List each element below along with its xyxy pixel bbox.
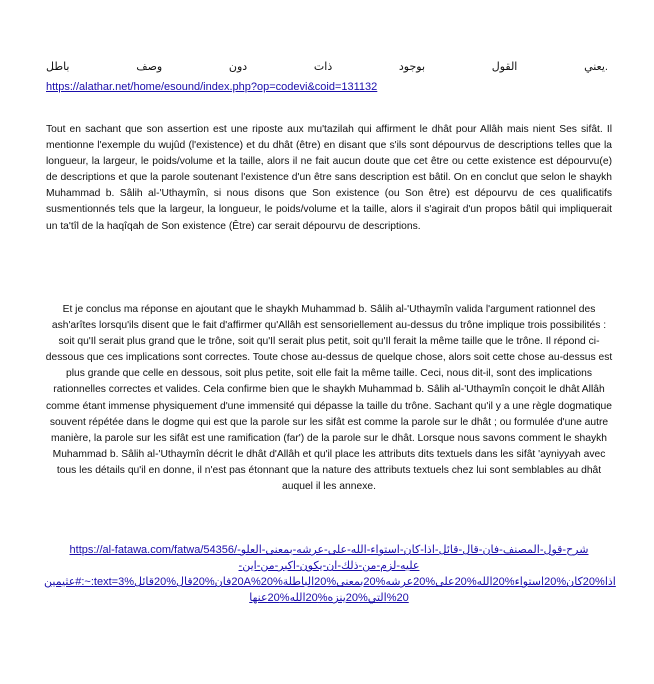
arabic-word: باطل xyxy=(46,61,70,73)
arabic-word: بوجود xyxy=(398,61,426,73)
alfatawa-link-line3[interactable]: اذا%20كان%20استواء%20الله%20على%20عرشه%20بمعنى%20الباطلة%20A%20فان%20قال%20قائل%3=text:~:#عثيمين xyxy=(44,576,616,588)
arabic-word: يعني. xyxy=(584,61,608,73)
alfatawa-link-url: https://al-fatawa.com/fatwa/54356/ xyxy=(69,544,238,556)
arabic-word: دون xyxy=(228,61,248,73)
alathar-source-link[interactable]: https://alathar.net/home/esound/index.php?op=codevi&coid=131132 xyxy=(46,81,378,93)
alfatawa-source-link-block xyxy=(44,542,614,606)
arabic-word: ذات xyxy=(313,61,333,73)
alfatawa-link-line1[interactable] xyxy=(70,544,589,556)
arabic-quote-line xyxy=(46,60,608,74)
alfatawa-link-arabic-slug: شرح-قول-المصنف-فان-قال-قائل-اذا-كان-استواء-الله-على-عرشه-بمعنى-العلو- xyxy=(237,544,589,556)
arabic-word: القول xyxy=(491,61,518,73)
alfatawa-link-line4[interactable]: %20التي%20ينزه%20الله%20عنها xyxy=(249,592,409,604)
arabic-word: وصف xyxy=(136,61,163,73)
paragraph-mutazilah: Tout en sachant que son assertion est une riposte aux mu'tazilah qui affirment le dhât pour Allâh mais nient Ses sifât. Il mentionne l'exemple du wujûd (l'existence) et du dhât (être) en disant que s'ils sont dépourvus de descriptions telles que la longueur, la largeur, le poids/volume et la taille, alors il ne fait aucun doute que cet être ou cette existence est dépourvu(e) de descriptions et que la parole soutenant l'existence d'un être sans description est bâtil. On en conclut que selon le shaykh Muhammad b. Sâlih al-'Uthaymîn, si nous disons que Son existence (ou Son être) est dépourvu de ces qualificatifs susmentionnés tels que la largeur, la longueur, le poids/volume et la taille, alors il s'agirait d'un propos bâtil qui impliquerait un ta'tîl de la haqîqah de Son existence (Être) car serait dépourvu de descriptions. xyxy=(46,124,612,232)
alfatawa-link-line2[interactable]: عليه-لزم-من-ذلك-ان-يكون-اكبر-من-اين- xyxy=(238,560,420,572)
paragraph-conclusion: Et je conclus ma réponse en ajoutant que le shaykh Muhammad b. Sâlih al-'Uthaymîn valida l'argument rationnel des ash'arîtes lorsqu'ils disent que le fait d'affirmer qu'Allâh est sensoriellement au-dessus du trône implique trois possibilités : soit qu'Il serait plus grand que le trône, soit qu'Il serait plus petit, soit qu'Il ferait la même taille que le trône. Il répond ci-dessous que ces implications sont correctes. Toute chose au-dessus de quelque chose, alors soit cette chose au-dessus est plus grande que celle en dessous, soit plus petite, soit elle fait la même taille. Ceci, nous dit-il, sont des implications rationnelles correctes et valides. Cela confirme bien que le shaykh Muhammad b. Sâlih al-'Uthaymîn conçoit le dhât Allâh comme étant immense physiquement d'une immensité qui dépasse la taille du trône. Sachant qu'il y a une règle dogmatique souvent répétée dans le dogme qui est que la parole sur les sifât est comme la parole sur le dhât ; ou formulée d'une autre manière, la parole sur les sifât est une ramification (far') de la parole sur le dhât. Lorsque nous savons comment le shaykh Muhammad b. Sâlih al-'Uthaymîn décrit le dhât d'Allâh et qu'il place les attributs dits textuels dans les sifât 'ayniyyah avec tous les détails qu'il en donne, il n'est pas étonnant que la nature des attributs textuels chez lui sont semblables au dhât auquel il les annexe. xyxy=(45,304,613,493)
